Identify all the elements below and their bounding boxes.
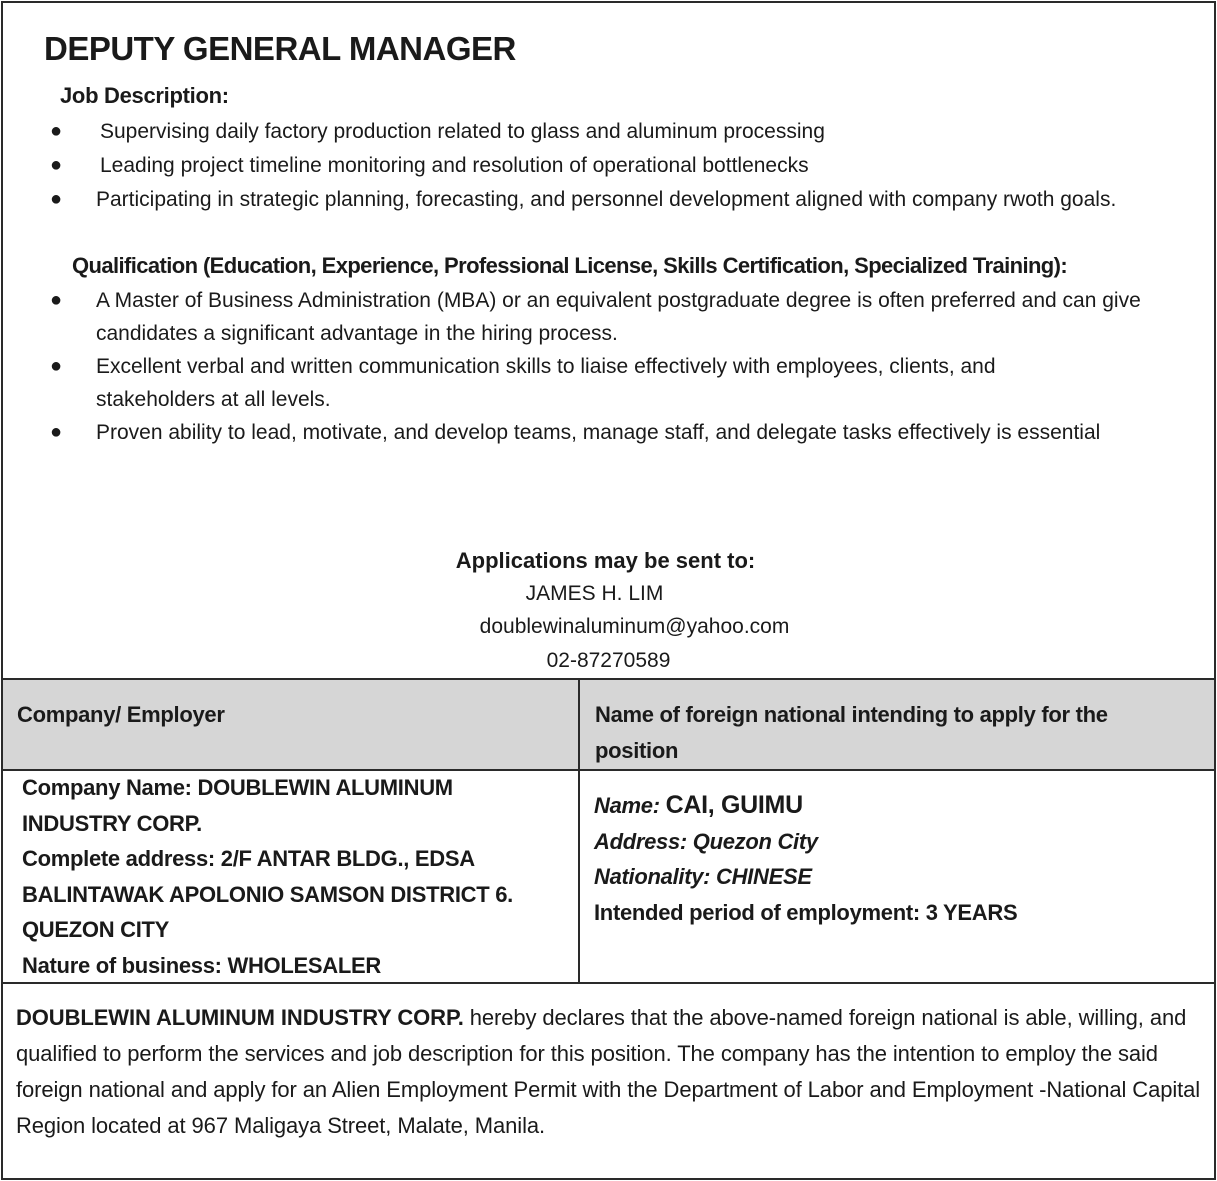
company-column-header: Company/ Employer	[17, 702, 225, 727]
company-details	[22, 770, 552, 984]
company-address: Complete address: 2/F ANTAR BLDG., EDSA BALINTAWAK APOLONIO SAMSON DISTRICT 6. QUEZON CITY	[22, 846, 513, 943]
bullet-icon: ●	[50, 421, 63, 443]
foreign-national-address: Address: Quezon City	[594, 828, 818, 854]
company-name: Company Name: DOUBLEWIN ALUMINUM INDUSTRY CORP.	[22, 775, 453, 836]
bullet-icon: ●	[50, 120, 63, 142]
declaration-paragraph	[16, 1000, 1206, 1144]
contact-email: doublewinaluminum@yahoo.com	[479, 615, 790, 638]
job-title: DEPUTY GENERAL MANAGER	[44, 30, 516, 67]
qualification-heading: Qualification (Education, Experience, Professional License, Skills Certification, Specialized Training):	[72, 253, 1068, 278]
contact-phone: 02-87270589	[546, 649, 671, 672]
table-divider	[578, 678, 580, 982]
foreign-national-details	[594, 788, 1194, 930]
employment-period: Intended period of employment: 3 YEARS	[594, 899, 1018, 925]
job-description-heading: Job Description:	[60, 83, 229, 108]
bullet-icon: ●	[50, 188, 63, 210]
foreign-national-nationality: Nationality: CHINESE	[594, 864, 812, 890]
declaration-text: hereby declares that the above-named foreign national is able, willing, and qualified to perform the services and job description for this position. The company has the intention to employ the said foreign national and apply for an Alien Employment Permit with the Department of Labor and Employment -National Capital Region located at 967 Maligaya Street, Malate, Manila.	[16, 1005, 1201, 1138]
foreign-national-name: Name: CAI, GUIMU	[594, 791, 803, 819]
contact-name: JAMES H. LIM	[525, 582, 664, 605]
bullet-icon: ●	[50, 355, 63, 377]
bullet-icon: ●	[50, 154, 63, 176]
bullet-icon: ●	[50, 289, 63, 311]
applications-heading: Applications may be sent to:	[455, 548, 756, 573]
company-business: Nature of business: WHOLESALER	[22, 952, 381, 978]
declaration-company: DOUBLEWIN ALUMINUM INDUSTRY CORP.	[16, 1005, 464, 1030]
foreign-national-column-header: Name of foreign national intending to apply for the position	[595, 702, 1108, 763]
